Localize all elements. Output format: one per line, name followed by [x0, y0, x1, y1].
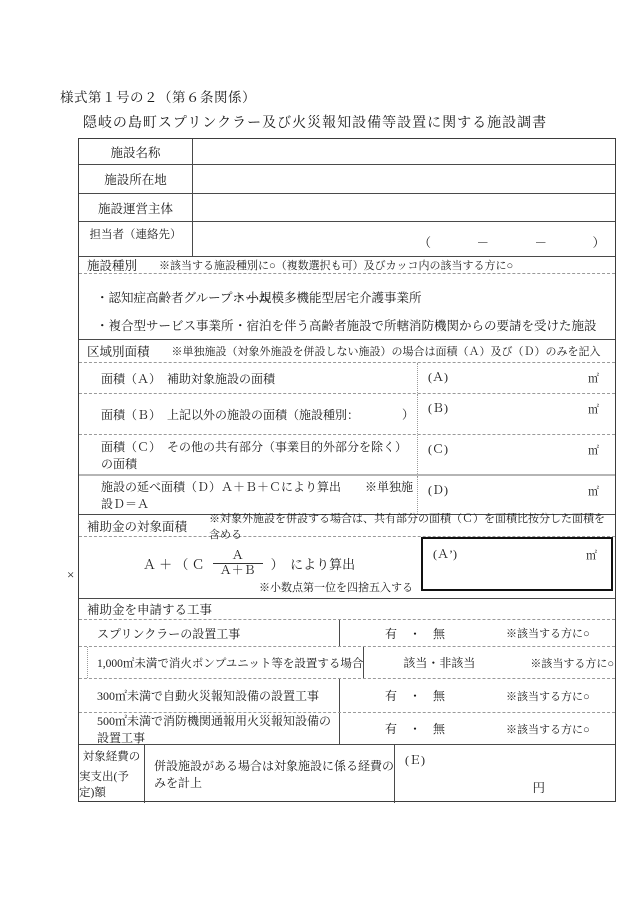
subsidy-area-header [79, 512, 615, 541]
area-a-desc: 面積（Ａ） 補助対象施設の面積 [101, 371, 276, 386]
subsidy-area-formula-row [67, 537, 615, 599]
form-number: 様式第１号の２（第６条関係） [60, 90, 256, 105]
facility-type-options-row [79, 274, 615, 340]
works-section-header [79, 599, 615, 620]
work-fire-alarm-right [340, 679, 615, 712]
area-c-desc: 面積（Ｃ） その他の共有部分（事業目的外部分を除く） の面積 [101, 439, 414, 471]
area-d-unit: ㎡ [588, 486, 599, 498]
expense-label-line2: 実支出(予定)額 [79, 770, 129, 799]
area-b-desc [79, 394, 417, 434]
area-b-unit: ㎡ [588, 404, 599, 416]
subsidy-area-result-unit: ㎡ [586, 550, 597, 562]
formula-fraction [213, 549, 263, 578]
facility-operator-input[interactable] [193, 194, 615, 221]
work-pump-choice[interactable]: 該当・非該当 [403, 656, 476, 670]
expense-input[interactable] [395, 745, 615, 803]
formula-suffix: ） により算出 [270, 556, 356, 572]
facility-name-row [79, 139, 615, 165]
area-c-input[interactable] [417, 435, 615, 474]
option-small-multifunction[interactable]: ・小規模多機能型居宅介護事業所 [234, 291, 422, 305]
work-fire-alarm-desc: 300㎡未満で自動火災報知設備の設置工事 [79, 679, 340, 712]
expense-unit: 円 [532, 781, 545, 795]
works-section-label: 補助金を申請する工事 [87, 603, 213, 617]
facility-survey-table [67, 138, 616, 802]
work-fire-alarm-note: ※該当する方に○ [506, 690, 590, 703]
area-d-input[interactable] [417, 476, 615, 514]
facility-operator-label: 施設運営主体 [79, 194, 193, 221]
area-row-a [79, 363, 615, 394]
page-title: 隠岐の島町スプリンクラー及び火災報知設備等設置に関する施設調書 [82, 116, 548, 131]
subsidy-area-label: 補助金の対象面積 [87, 519, 188, 534]
work-sprinkler-choice[interactable]: 有 ・ 無 [384, 626, 445, 641]
multiply-sign: × [67, 567, 75, 582]
work-notify-alarm-desc: 500㎡未満で消防機関通報用火災報知設備の設置工事 [79, 713, 340, 744]
subsidy-area-result-input[interactable] [421, 537, 613, 591]
expense-label-line1: 対象経費の [82, 751, 141, 764]
facility-address-row [79, 165, 615, 194]
work-notify-alarm-choice[interactable]: 有 ・ 無 [384, 722, 445, 736]
area-a-input[interactable] [417, 363, 615, 393]
rounding-note: ※小数点第一位を四捨五入する [259, 582, 413, 594]
facility-type-options [79, 274, 615, 339]
formula-prefix: Ａ ＋ （ Ｃ [142, 556, 205, 572]
facility-operator-row [79, 194, 615, 222]
expense-code: (Ｅ) [405, 753, 425, 767]
work-pump-right [364, 647, 615, 678]
area-row-b [79, 394, 615, 435]
work-fire-alarm-choice[interactable]: 有 ・ 無 [384, 689, 445, 703]
facility-name-label: 施設名称 [79, 139, 193, 164]
work-pump-desc: 1,000㎡未満で消火ポンプユニット等を設置する場合 [87, 647, 363, 678]
phone-format-placeholder: （ － － ） [418, 236, 607, 250]
fraction-numerator: Ａ [231, 548, 244, 562]
formula-cell [67, 537, 419, 598]
work-pump-note: ※該当する方に○ [530, 657, 614, 670]
area-section-label: 区域別面積 [87, 345, 150, 359]
contact-label: 担当者（連絡先） [79, 222, 193, 256]
area-section-note: ※単独施設（対象外施設を併設しない施設）の場合は面積（Ａ）及び（Ｄ）のみを記入 [171, 346, 601, 358]
work-row-fire-alarm [79, 679, 615, 713]
area-section-header [79, 340, 615, 363]
work-row-sprinkler [79, 620, 615, 647]
facility-type-header [79, 257, 615, 274]
area-row-c [79, 435, 615, 476]
work-row-notify-alarm [79, 713, 615, 745]
facility-name-input[interactable] [193, 139, 615, 164]
facility-address-input[interactable] [193, 165, 615, 193]
area-d-code: (Ｄ) [428, 483, 448, 497]
area-b-close-paren: ） [401, 407, 414, 422]
subsidy-area-note: ※対象外施設を併設する場合は、共有部分の面積（Ｃ）を面積比按分した面積を含める [209, 512, 606, 541]
work-pump-desc-cell [79, 647, 364, 678]
area-b-desc-text: 面積（Ｂ） 上記以外の施設の面積（施設種別： [101, 407, 360, 422]
facility-type-note: ※該当する施設種別に○（複数選択も可）及びカッコ内の該当する方に○ [159, 260, 514, 272]
expense-label [79, 745, 145, 803]
fraction-denominator: Ａ＋Ｂ [213, 563, 263, 578]
work-notify-alarm-right [340, 713, 615, 744]
expense-row [79, 745, 615, 803]
area-a-unit: ㎡ [588, 373, 599, 385]
area-d-desc: 施設の延べ面積（Ｄ）Ａ＋Ｂ＋Ｃにより算出 ※単独施設Ｄ＝Ａ [101, 480, 414, 511]
facility-address-label: 施設所在地 [79, 165, 193, 193]
work-sprinkler-right [340, 620, 615, 646]
area-b-code: (Ｂ) [428, 401, 448, 415]
option-composite-service[interactable]: ・複合型サービス事業所 [96, 319, 234, 333]
expense-note: 併設施設がある場合は対象施設に係る経費のみを計上 [145, 745, 395, 803]
work-sprinkler-note: ※該当する方に○ [506, 628, 590, 640]
contact-row [79, 222, 615, 257]
work-sprinkler-desc: スプリンクラーの設置工事 [79, 620, 340, 646]
formula-line [79, 549, 419, 578]
work-notify-alarm-note: ※該当する方に○ [506, 723, 590, 736]
area-a-code: (Ａ) [428, 370, 448, 384]
facility-type-label: 施設種別 [87, 259, 138, 273]
contact-input[interactable] [193, 222, 615, 256]
area-c-code: (Ｃ) [428, 442, 448, 456]
area-c-unit: ㎡ [588, 445, 599, 457]
option-lodging-elderly[interactable]: ・宿泊を伴う高齢者施設で所轄消防機関からの要請を受けた施設 [234, 319, 597, 333]
subsidy-area-result-code: (Ａ’) [433, 547, 457, 561]
option-group-home[interactable]: ・認知症高齢者グループホーム [96, 291, 271, 305]
work-row-pump-unit [79, 647, 615, 679]
area-b-input[interactable] [417, 394, 615, 434]
